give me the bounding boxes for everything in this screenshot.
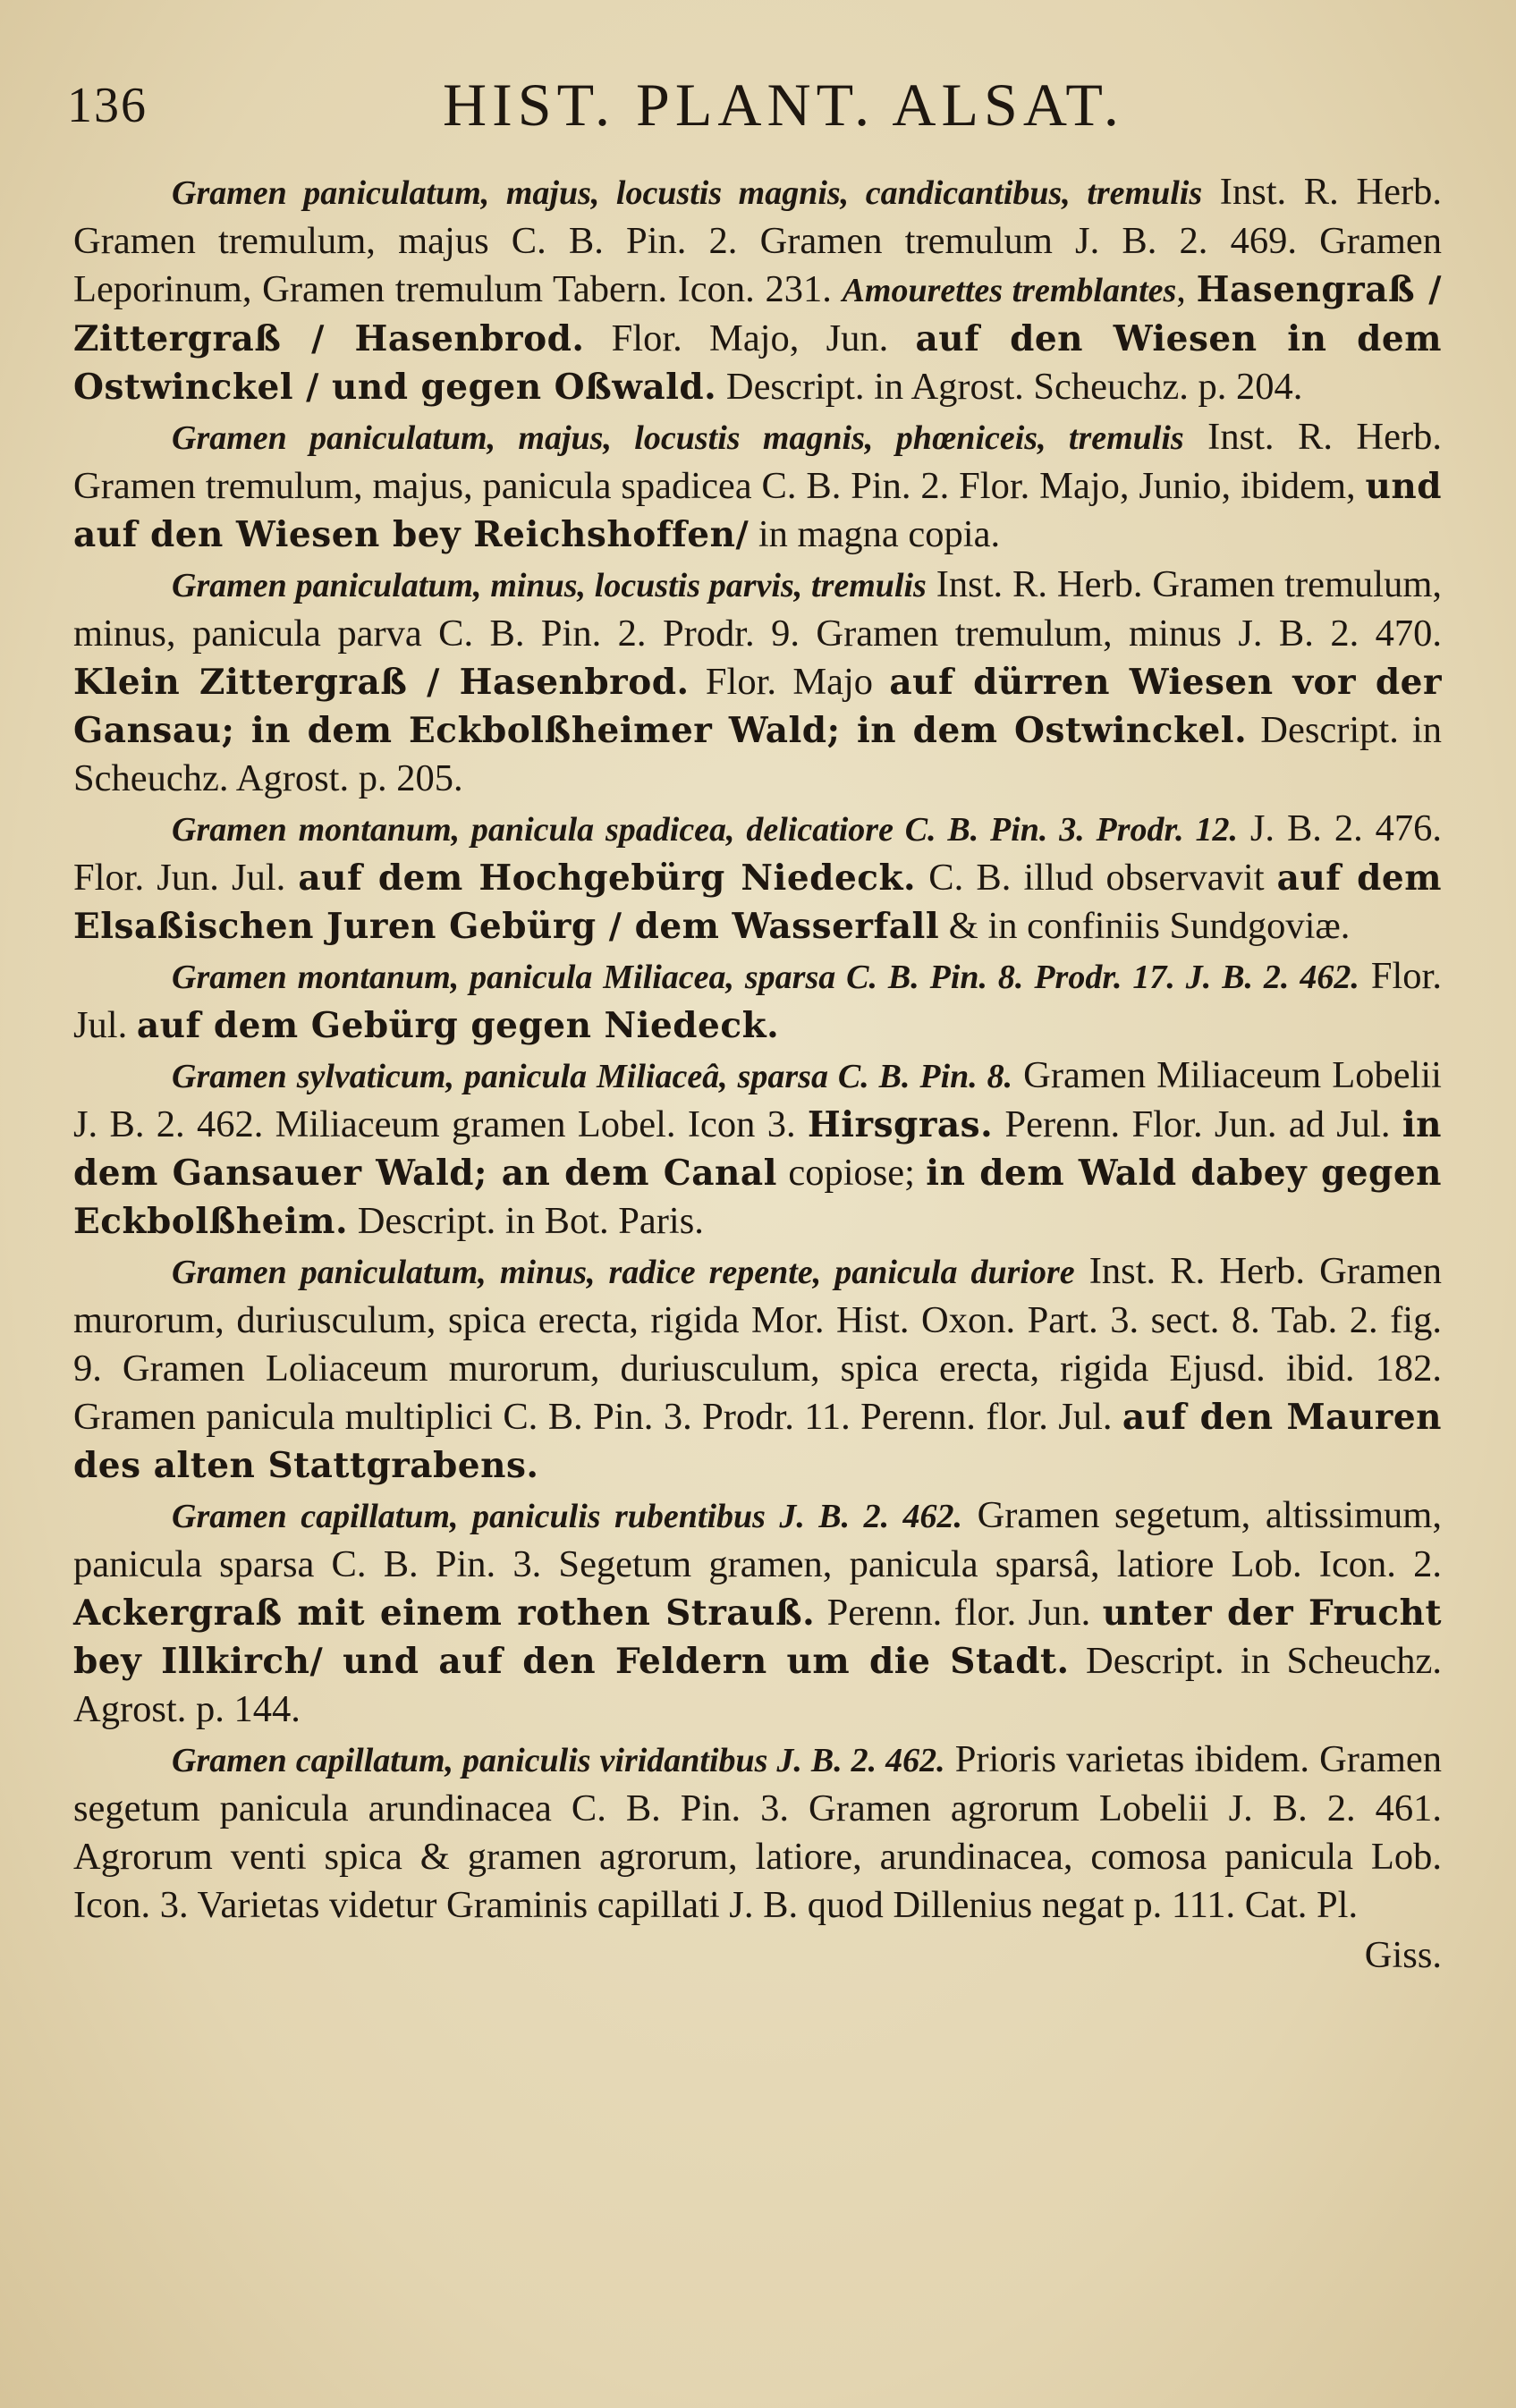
catchword: Giss. [1364,1934,1442,1976]
german-text: Hirsgras. [807,1104,994,1145]
entry-text: & in confiniis Sundgoviæ. [939,905,1351,947]
species-name: Gramen paniculatum, majus, locustis magnis, candicantibus, tremulis [172,174,1203,212]
entry-text: C. B. illud observavit [916,857,1277,899]
species-name: Gramen sylvaticum, panicula Miliaceâ, sparsa C. B. Pin. 8. [172,1058,1013,1095]
entry-text: Descript. in Bot. Paris. [348,1200,704,1242]
german-text: in dem Wald dabey gegen Eckbolßheim. [73,1153,1442,1242]
species-name: Gramen montanum, panicula spadicea, delicatiore C. B. Pin. 3. Prodr. 12. [172,811,1238,849]
entry-text: Inst. R. Herb. Gramen tremulum, minus, panicula parva C. B. Pin. 2. Prodr. 9. Gramen tremulum, minus J. B. 2. 470. [73,563,1443,655]
page-header [67,70,1185,141]
entry-9 [73,1736,1442,1930]
entry-text: Perenn. Flor. Jun. ad Jul. [993,1103,1402,1145]
species-name: Gramen paniculatum, majus, locustis magnis, phœniceis, tremulis [172,419,1184,457]
french-name: Amourettes tremblantes [842,272,1177,309]
german-text: auf den Wiesen in dem Ostwinckel / und gegen Oßwald. [73,318,1442,408]
german-text: und auf den Wiesen bey Reichshoffen/ [73,466,1442,555]
entry-5 [73,952,1442,1050]
entry-text: Descript. in Scheuchz. Agrost. p. 205. [73,709,1442,799]
entry-2 [73,413,1442,559]
entry-text: Flor. Majo, Jun. [584,317,916,359]
entry-text: Inst. R. Herb. Gramen tremulum, majus, panicula spadicea C. B. Pin. 2. Flor. Majo, Junio, ibidem, [73,416,1442,507]
species-name: Gramen montanum, panicula Miliacea, sparsa C. B. Pin. 8. Prodr. 17. J. B. 2. 462. [172,959,1359,996]
german-text: auf dürren Wiesen vor der Gansau; in dem Eckbolßheimer Wald; in dem Ostwinckel. [73,662,1442,751]
entry-text: copiose; [777,1152,927,1194]
species-name: Gramen paniculatum, minus, radice repente, panicula duriore [172,1254,1075,1291]
entry-text: Flor. Majo [689,661,890,703]
entry-8 [73,1491,1442,1734]
species-name: Gramen paniculatum, minus, locustis parvis, tremulis [172,567,927,604]
german-text: auf dem Hochgebürg Niedeck. [298,858,917,899]
entry-text: Inst. R. Herb. Gramen murorum, duriusculum, spica erecta, rigida Mor. Hist. Oxon. Part. 3. sect. 8. Tab. 2. fig. 9. Gramen Loliaceum murorum, duriusculum, spica erecta, rigida Ejusd. ibid. 182. Gramen panicula multiplici C. B. Pin. 3. Prodr. 11. Perenn. flor. Jul. [73,1250,1442,1438]
entry-text: in magna copia. [749,513,1001,555]
german-text: Klein Zittergraß / Hasenbrod. [73,662,690,703]
entry-text: Descript. in Agrost. Scheuchz. p. 204. [716,366,1303,408]
entry-4 [73,805,1442,951]
entry-text: Perenn. flor. Jun. [815,1592,1103,1634]
body-text [73,168,1442,1980]
entry-text: Gramen segetum, altissimum, panicula sparsa C. B. Pin. 3. Segetum gramen, panicula sparsâ, latiore Lob. Icon. 2. [73,1494,1442,1585]
german-text: Ackergraß mit einem rothen Strauß. [73,1593,816,1634]
entry-text: , [1176,268,1197,310]
german-text: Hasengraß / Zittergraß / Hasenbrod. [73,269,1443,359]
german-text: auf den Mauren des alten Stattgrabens. [73,1397,1442,1486]
entry-text: Flor. Jul. [73,955,1442,1046]
entry-text: Prioris varietas ibidem. Gramen segetum panicula arundinacea C. B. Pin. 3. Gramen agrorum Lobelii J. B. 2. 461. Agrorum venti spica & gramen agrorum, latiore, arundinacea, comosa panicula Lob. Icon. 3. Varietas videtur Graminis capillati J. B. quod Dillenius negat p. 111. Cat. Pl. [73,1738,1442,1926]
entry-text: J. B. 2. 476. Flor. Jun. Jul. [73,807,1443,899]
entry-text: Gramen Miliaceum Lobelii J. B. 2. 462. Miliaceum gramen Lobel. Icon 3. [73,1054,1442,1145]
entry-6 [73,1052,1442,1246]
entry-text: Descript. in Scheuchz. Agrost. p. 144. [73,1640,1442,1730]
german-text: unter der Frucht bey Illkirch/ und auf den Feldern um die Stadt. [73,1593,1442,1682]
german-text: auf dem Gebürg gegen Niedeck. [136,1005,780,1046]
entry-3 [73,561,1442,803]
running-title: HIST. PLANT. ALSAT. [443,71,1124,139]
entry-1 [73,168,1442,411]
species-name: Gramen capillatum, paniculis rubentibus J. B. 2. 462. [172,1498,963,1535]
german-text: auf dem Elsaßischen Juren Gebürg / dem Wasserfall [73,858,1443,947]
species-name: Gramen capillatum, paniculis viridantibus J. B. 2. 462. [172,1742,945,1779]
page-number: 136 [67,78,148,133]
entry-text: Inst. R. Herb. Gramen tremulum, majus C. B. Pin. 2. Gramen tremulum J. B. 2. 469. Gramen Leporinum, Gramen tremulum Tabern. Icon. 231. [73,171,1443,310]
entry-7 [73,1247,1442,1490]
german-text: in dem Gansauer Wald; an dem Canal [73,1104,1442,1194]
